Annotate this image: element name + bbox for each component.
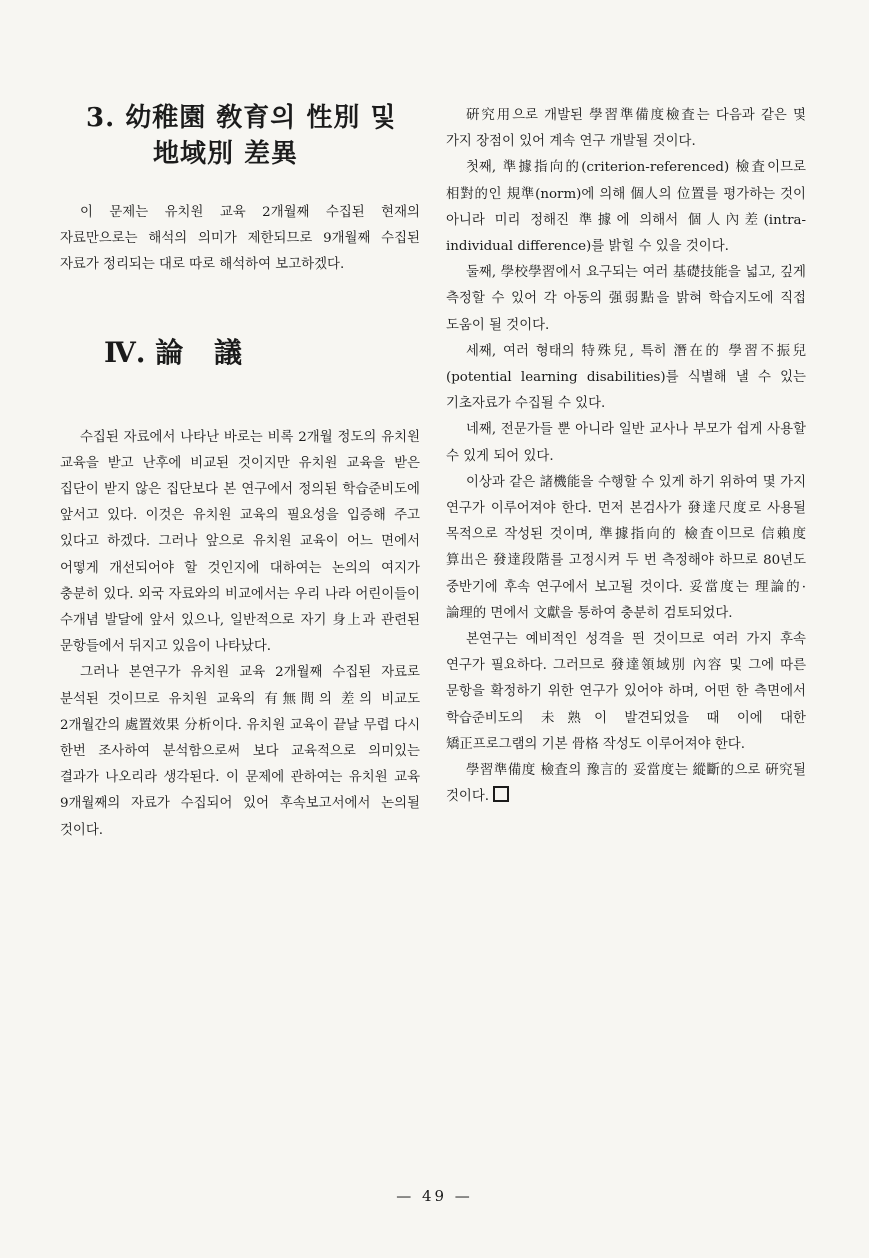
left-column	[60, 100, 420, 844]
section-3-paragraph: 이 문제는 유치원 교육 2개월째 수집된 현재의 자료만으로는 해석의 의미가 제한되므로 9개월째 수집된 자료가 정리되는 대로 따로 해석하여 보고하겠다.	[60, 205, 420, 273]
paragraph-8: 이상과 같은 諸機能을 수행할 수 있게 하기 위하여 몇 가지 연구가 이루어져야 한다. 먼저 본검사가 發達尺度로 사용될 목적으로 작성된 것이며, 準據指向的 檢査이므로 信賴度 算出은 發達段階를 고정시켜 두 번 측정해야 하므로 80년도 중반기에 후속 연구에서 보고될 것이다. 妥當度는 理論的·論理的 면에서 文獻을 통하여 충분히 검토되었다.	[446, 474, 806, 621]
paragraph-5: 둘째, 學校學習에서 요구되는 여러 基礎技能을 넓고, 깊게 측정할 수 있어 각 아동의 强弱點을 밝혀 학습지도에 직접 도움이 될 것이다.	[446, 265, 806, 333]
paragraph-3: 硏究用으로 개발된 學習準備度檢査는 다음과 같은 몇 가지 장점이 있어 계속 연구 개발될 것이다.	[446, 108, 806, 150]
paragraph-1: 수집된 자료에서 나타난 바로는 비록 2개월 정도의 유치원 교육을 받고 난후에 비교된 것이지만 유치원 교육을 받은 집단이 받지 않은 집단보다 본 연구에서 정의된 학습준비도에 앞서고 있다. 이것은 유치원 교육의 필요성을 입증해 주고 있다고 하겠다. 그러나 앞으로 유치원 교육이 어느 면에서 어떻게 개선되어야 할 것인지에 대하여는 논의의 여지가 충분히 있다. 외국 자료와의 비교에서는 우리 나라 어린이들이 수개념 발달에 앞서 있으나, 일반적으로 자기 身上과 관련된 문항들에서 뒤지고 있음이 나타났다.	[60, 429, 420, 655]
paragraph-7: 네째, 전문가들 뿐 아니라 일반 교사나 부모가 쉽게 사용할 수 있게 되어 있다.	[446, 422, 806, 464]
paragraph-9: 본연구는 예비적인 성격을 띈 것이므로 여러 가지 후속 연구가 필요하다. 그러므로 發達領域別 內容 및 그에 따른 문항을 확정하기 위한 연구가 있어야 하며, 어떤 한 측면에서 학습준비도의 未熟이 발견되었을 때 이에 대한 矯正프로그램의 기본 骨格 작성도 이루어져야 한다.	[446, 632, 806, 752]
right-column	[446, 103, 806, 810]
paragraph-4: 첫째, 準據指向的(criterion-referenced) 檢査이므로 相對的인 規準(norm)에 의해 個人의 位置를 평가하는 것이 아니라 미리 정해진 準據에 의해서 個人內差(intra-individual difference)를 밝힐 수 있을 것이다.	[446, 160, 806, 255]
end-mark-icon	[493, 786, 509, 802]
section-3-title	[60, 100, 420, 172]
paragraph-6: 세째, 여러 형태의 特殊兒, 특히 潛在的 學習不振兒(potential learning disabilities)를 식별해 낼 수 있는 기초자료가 수집될 수 있다.	[446, 343, 806, 412]
section-3-title-line2: 地域別 差異	[153, 139, 299, 169]
page-number: — 49 —	[396, 1187, 473, 1205]
section-4-numeral: Ⅳ. 論	[104, 335, 184, 369]
paragraph-2: 그러나 본연구가 유치원 교육 2개월째 수집된 자료로 분석된 것이므로 유치원 교육의 有無間의 差의 비교도 2개월간의 處置效果 分析이다. 유치원 교육이 끝날 무렵 다시 한번 조사하여 분석함으로써 보다 교육적으로 의미있는 결과가 나오리라 생각된다. 이 문제에 관하여는 유치원 교육 9개월째의 자료가 수집되어 있어 후속보고서에서 논의될 것이다.	[60, 665, 420, 838]
paragraph-10-text: 學習準備度 檢査의 豫言的 妥當度는 縱斷的으로 硏究될 것이다.	[446, 763, 806, 805]
section-4-title	[60, 333, 420, 373]
paragraph-10	[446, 758, 806, 810]
section-3-title-line1: 3. 幼稚園 敎育의 性別 및	[86, 103, 397, 133]
section-4-word: 議	[214, 335, 243, 369]
